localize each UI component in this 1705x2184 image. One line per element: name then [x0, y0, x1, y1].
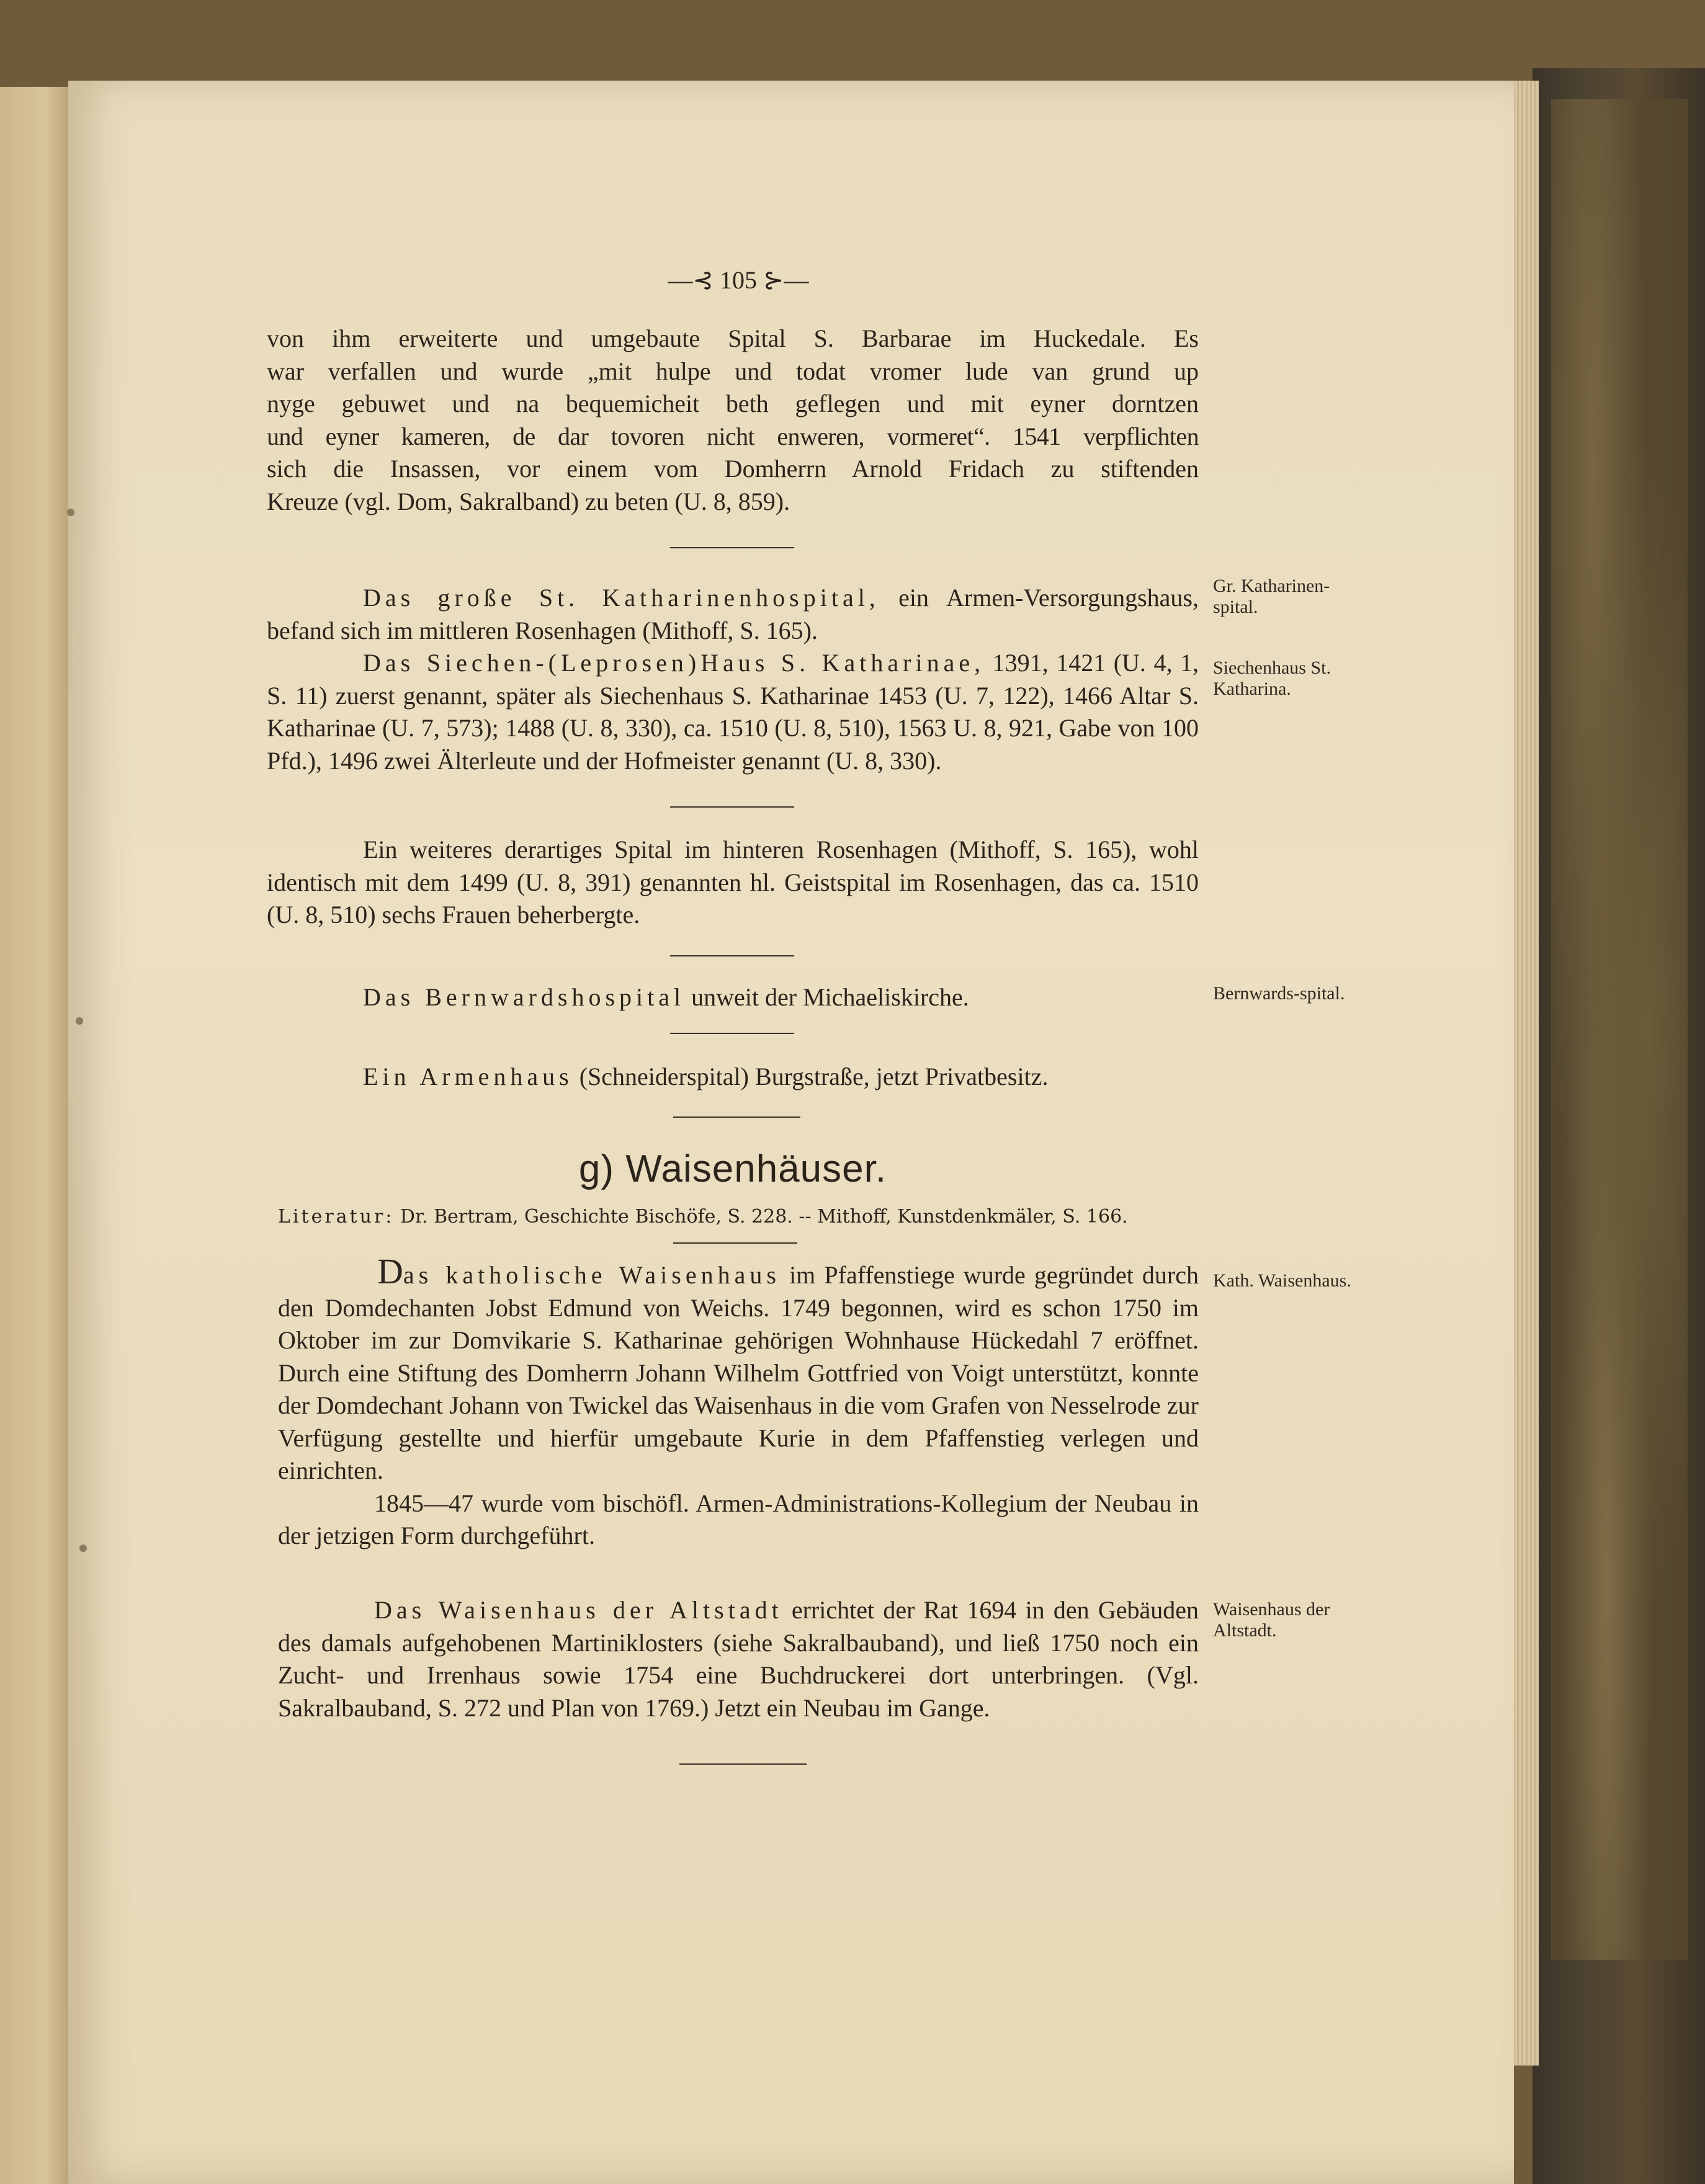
paragraph-text: im Pfaffenstiege wurde gegründet durch den Domdechanten Jobst Edmund von Weichs. 1749 begonnen, wird es schon 1750 im Oktober im zur Domvikarie S. Katharinae gehörigen Wohnhause Hückedahl 7 eröffnet. Durch eine Stiftung des Domherrn Johann Wilhelm Gottfried von Voigt unterstützt, konnte der Domdechant Johann von Twickel das Waisenhaus in die vom Grafen von Nesselrode zur Verfügung gestellte und hierfür umgebaute Kurie in dem Pfaffenstieg verlegen und einrichten. [278, 1261, 1199, 1484]
text-line: Kreuze (vgl. Dom, Sakralband) zu beten (U. 8, 859). [267, 487, 790, 515]
margin-note-kath-waisenhaus: Kath. Waisenhaus. [1213, 1270, 1351, 1291]
separator-rule [679, 1763, 807, 1765]
paragraph-waisenhaus-altstadt [278, 1594, 1199, 1724]
separator-rule [670, 955, 794, 956]
paragraph-text: unweit der Michaeliskirche. [685, 983, 969, 1011]
margin-note-waisenhaus-altstadt: Waisenhaus der Altstadt. [1213, 1599, 1330, 1641]
binding-hole [79, 1544, 87, 1552]
paragraph-text: (Schneiderspital) Burgstraße, jetzt Privatbesitz. [573, 1063, 1049, 1090]
paragraph-rosenhagen [267, 834, 1199, 932]
literature-text: Dr. Bertram, Geschichte Bischöfe, S. 228. -- Mithoff, Kunstdenkmäler, S. 166. [394, 1206, 1128, 1228]
text-line: war verfallen und wurde „mit hulpe und todat vromer lude van grund up [267, 357, 1199, 385]
paragraph-katharinenhospital [267, 582, 1199, 777]
binding-hole [67, 509, 74, 516]
separator-rule [670, 806, 794, 808]
section-heading: g) Waisenhäuser. [578, 1148, 887, 1190]
emphasis-text: Das Waisenhaus der Altstadt [374, 1596, 783, 1624]
separator-rule [673, 1117, 800, 1118]
page-number: —⊰ 105 ⊱— [668, 266, 809, 294]
margin-note-siechenhaus: Siechenhaus St. Katharina. [1213, 657, 1331, 699]
text-line: und eyner kameren, de dar tovoren nicht enweren, vormeret“. 1541 verpflichten [267, 422, 1199, 450]
paragraph-armenhaus [267, 1061, 1199, 1094]
cover-marbling [1551, 99, 1688, 1960]
margin-note-bernwardsspital: Bernwards-spital. [1213, 983, 1345, 1004]
margin-note-gr-katharinenspital: Gr. Katharinen-spital. [1213, 576, 1330, 617]
paragraph-barbarae [267, 323, 1199, 518]
paragraph-text: ein Armen-Versorgungshaus, befand sich im mittleren Rosenhagen (Mithoff, S. 165). [267, 584, 1199, 644]
emphasis-text: Das Bernwardshospital [363, 983, 686, 1011]
text-line: von ihm erweiterte und umgebaute Spital S. Barbarae im Huckedale. Es [267, 324, 1199, 352]
binding-hole [76, 1017, 83, 1025]
emphasis-text: Das große St. Katharinenhospital, [363, 584, 880, 612]
paragraph-text: 1845—47 wurde vom bischöfl. Armen-Administrations-Kollegium der Neubau in der jetzigen Form durchgeführt. [278, 1489, 1199, 1549]
literature-label: Literatur: [278, 1206, 395, 1228]
separator-rule [670, 547, 794, 548]
separator-rule [673, 1242, 797, 1244]
text-line: sich die Insassen, vor einem vom Domherrn Arnold Fridach zu stiftenden [267, 455, 1199, 483]
facing-page-edge [0, 87, 74, 2184]
text-line: nyge gebuwet und na bequemicheit beth geflegen und mit eyner dorntzen [267, 390, 1199, 417]
paragraph-kath-waisenhaus [278, 1251, 1199, 1553]
emphasis-text: Das Siechen-(Leprosen)Haus S. Katharinae, [363, 649, 985, 677]
paragraph-bernwardshospital [267, 981, 1199, 1014]
separator-rule [670, 1033, 794, 1034]
emphasis-text: as katholische Waisenhaus [403, 1261, 781, 1289]
paragraph-text: errichtet der Rat 1694 in den Gebäuden des damals aufgehobenen Martiniklosters (siehe Sakralbauband), und ließ 1750 noch ein Zucht- und Irrenhaus sowie 1754 eine Buchdruckerei dort unterbringen. (Vgl. Sakralbauband, S. 272 und Plan von 1769.) Jetzt ein Neubau im Gange. [278, 1596, 1199, 1722]
emphasis-text: Ein Armenhaus [363, 1063, 573, 1090]
literature-line [278, 1205, 1199, 1229]
paragraph-text: Ein weiteres derartiges Spital im hinteren Rosenhagen (Mithoff, S. 165), wohl identisch mit dem 1499 (U. 8, 391) genannten hl. Geistspital im Rosenhagen, das ca. 1510 (U. 8, 510) sechs Frauen beherbergte. [267, 836, 1199, 929]
paragraph-text: 1391, 1421 (U. 4, 1, S. 11) zuerst genannt, später als Siechenhaus S. Katharinae 1453 (U. 7, 122), 1466 Altar S. Katharinae (U. 7, 573); 1488 (U. 8, 330), ca. 1510 (U. 8, 510), 1563 U. 8, 921, Gabe von 100 Pfd.), 1496 zwei Älterleute und der Hofmeister genannt (U. 8, 330). [267, 649, 1199, 775]
drop-cap: D [377, 1251, 403, 1291]
